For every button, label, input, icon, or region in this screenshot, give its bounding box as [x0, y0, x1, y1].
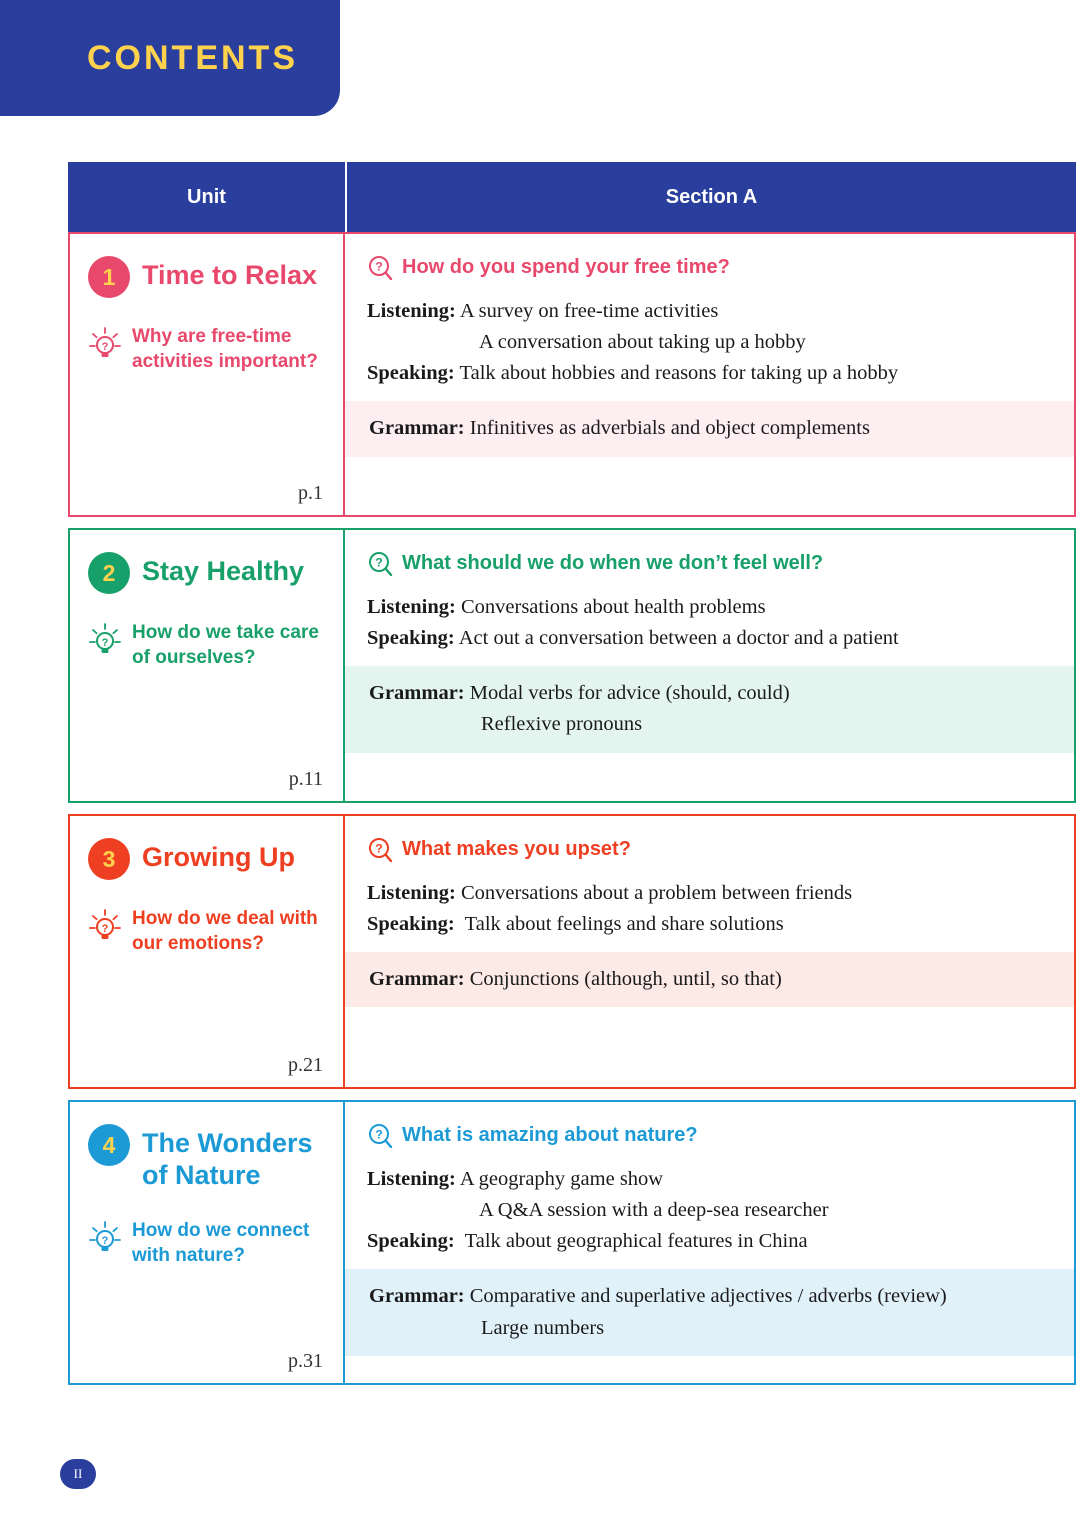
- unit-number-badge: 3: [88, 838, 130, 880]
- skill-line: [367, 878, 1056, 909]
- svg-text:?: ?: [101, 1234, 109, 1247]
- unit-essential-question: [88, 324, 329, 374]
- unit-number-badge: 2: [88, 552, 130, 594]
- section-question: [367, 836, 1056, 862]
- grammar-text: Comparative and superlative adjectives / adverbs (review): [469, 1285, 947, 1308]
- grammar-label: Grammar:: [369, 417, 465, 440]
- lightbulb-question-icon: [88, 326, 122, 360]
- svg-text:?: ?: [375, 841, 383, 856]
- skill-text: Talk about geographical features in China: [464, 1230, 808, 1253]
- question-mark-icon: [367, 836, 393, 862]
- table-header-row: [68, 162, 1076, 232]
- skill-text: Conversations about health problems: [460, 596, 766, 618]
- grammar-text: Reflexive pronouns: [481, 713, 643, 736]
- grammar-line: [369, 1313, 1056, 1344]
- skill-text: A Q&A session with a deep-sea researcher: [479, 1199, 829, 1222]
- grammar-band: [345, 952, 1074, 1007]
- grammar-label: Grammar:: [369, 968, 465, 991]
- grammar-label: Grammar:: [369, 682, 465, 705]
- section-a-cell: [345, 1100, 1076, 1385]
- svg-text:?: ?: [101, 637, 109, 649]
- section-question-text: What is amazing about nature?: [402, 1123, 698, 1146]
- skill-line: [367, 1164, 1056, 1195]
- grammar-line: [369, 1281, 1056, 1312]
- skill-label: Speaking:: [367, 913, 455, 936]
- grammar-label: Grammar:: [369, 1285, 465, 1308]
- skill-line: [367, 358, 1056, 389]
- grammar-text: Conjunctions (although, until, so that): [469, 968, 782, 991]
- lightbulb-question-icon: [88, 622, 122, 656]
- svg-text:?: ?: [375, 1127, 383, 1142]
- skill-label: Speaking:: [367, 1230, 455, 1253]
- section-question-text: What makes you upset?: [402, 837, 631, 860]
- section-question: [367, 1122, 1056, 1148]
- section-question-text: What should we do when we don’t feel well?: [402, 551, 824, 574]
- unit-essential-question: [88, 620, 329, 670]
- skill-label: Listening:: [367, 882, 456, 904]
- unit-page-number: p.31: [288, 1350, 323, 1372]
- page-title: CONTENTS: [87, 38, 298, 77]
- unit-cell: [68, 528, 345, 803]
- question-mark-icon: [367, 254, 393, 280]
- skill-line: [367, 909, 1056, 940]
- section-a-cell: [345, 528, 1076, 803]
- unit-page-number: p.21: [288, 1054, 323, 1076]
- section-question: [367, 550, 1056, 576]
- grammar-band: [345, 401, 1074, 456]
- unit-number-badge: 1: [88, 256, 130, 298]
- svg-text:?: ?: [101, 341, 109, 353]
- unit-number-badge: 4: [88, 1124, 130, 1166]
- grammar-text: Modal verbs for advice (should, could): [469, 682, 790, 705]
- skill-line: [367, 296, 1056, 327]
- skill-label: Speaking:: [367, 362, 455, 385]
- grammar-line: [369, 709, 1056, 740]
- lightbulb-question-icon: [88, 1220, 122, 1254]
- footer-page-number: II: [60, 1459, 96, 1489]
- skill-text: Talk about feelings and share solutions: [464, 913, 784, 936]
- skill-text: A conversation about taking up a hobby: [479, 331, 806, 354]
- table-row: [68, 232, 1076, 517]
- section-skill-lines: [367, 1164, 1056, 1257]
- unit-page-number: p.11: [288, 768, 323, 790]
- section-question: [367, 254, 1056, 280]
- unit-title: Stay Healthy: [142, 556, 305, 586]
- unit-essential-question: [88, 1218, 329, 1268]
- question-mark-icon: [367, 550, 393, 576]
- section-a-cell: [345, 814, 1076, 1089]
- table-row: [68, 528, 1076, 803]
- svg-text:?: ?: [375, 555, 383, 570]
- unit-question-text: How do we take care of ourselves?: [132, 622, 319, 669]
- grammar-text: Infinitives as adverbials and object complements: [469, 417, 870, 440]
- contents-table: [68, 162, 1076, 1385]
- grammar-band: [345, 1269, 1074, 1355]
- skill-label: Listening:: [367, 596, 456, 618]
- table-row: [68, 814, 1076, 1089]
- skill-text: A geography game show: [459, 1168, 664, 1190]
- unit-essential-question: [88, 906, 329, 956]
- column-header-unit: Unit: [68, 162, 347, 232]
- section-a-cell: [345, 232, 1076, 517]
- question-mark-icon: [367, 1122, 393, 1148]
- unit-question-text: How do we connect with nature?: [132, 1219, 310, 1266]
- unit-cell: [68, 814, 345, 1089]
- grammar-band: [345, 666, 1074, 752]
- skill-text: Conversations about a problem between friends: [460, 882, 853, 904]
- skill-label: Listening:: [367, 1168, 456, 1190]
- section-skill-lines: [367, 296, 1056, 389]
- unit-cell: [68, 232, 345, 517]
- unit-question-text: How do we deal with our emotions?: [132, 908, 318, 955]
- lightbulb-question-icon: [88, 908, 122, 942]
- unit-heading: [88, 838, 329, 880]
- table-row: [68, 1100, 1076, 1385]
- skill-text: A survey on free-time activities: [459, 300, 719, 322]
- skill-line: [367, 327, 1056, 358]
- skill-text: Talk about hobbies and reasons for taking up a hobby: [459, 362, 899, 385]
- unit-cell: [68, 1100, 345, 1385]
- grammar-line: [369, 413, 1056, 444]
- grammar-line: [369, 678, 1056, 709]
- section-question-text: How do you spend your free time?: [402, 255, 730, 278]
- section-skill-lines: [367, 592, 1056, 654]
- unit-title: Growing Up: [142, 842, 295, 872]
- grammar-line: [369, 964, 1056, 995]
- skill-text: Act out a conversation between a doctor and a patient: [458, 627, 899, 650]
- column-header-section-a: Section A: [665, 185, 758, 208]
- unit-heading: [88, 256, 329, 298]
- skill-line: [367, 1195, 1056, 1226]
- section-skill-lines: [367, 878, 1056, 940]
- unit-question-text: Why are free-time activities important?: [132, 326, 318, 373]
- skill-label: Listening:: [367, 300, 456, 322]
- unit-title: Time to Relax: [142, 260, 318, 290]
- unit-heading: [88, 552, 329, 594]
- contents-banner: [0, 0, 340, 116]
- unit-title: The Wonders of Nature: [142, 1128, 313, 1191]
- skill-line: [367, 592, 1056, 623]
- skill-line: [367, 623, 1056, 654]
- unit-heading: [88, 1124, 329, 1192]
- skill-label: Speaking:: [367, 627, 455, 650]
- skill-line: [367, 1226, 1056, 1257]
- svg-text:?: ?: [101, 923, 109, 935]
- svg-text:?: ?: [375, 259, 383, 274]
- unit-page-number: p.1: [298, 482, 323, 504]
- grammar-text: Large numbers: [481, 1316, 605, 1339]
